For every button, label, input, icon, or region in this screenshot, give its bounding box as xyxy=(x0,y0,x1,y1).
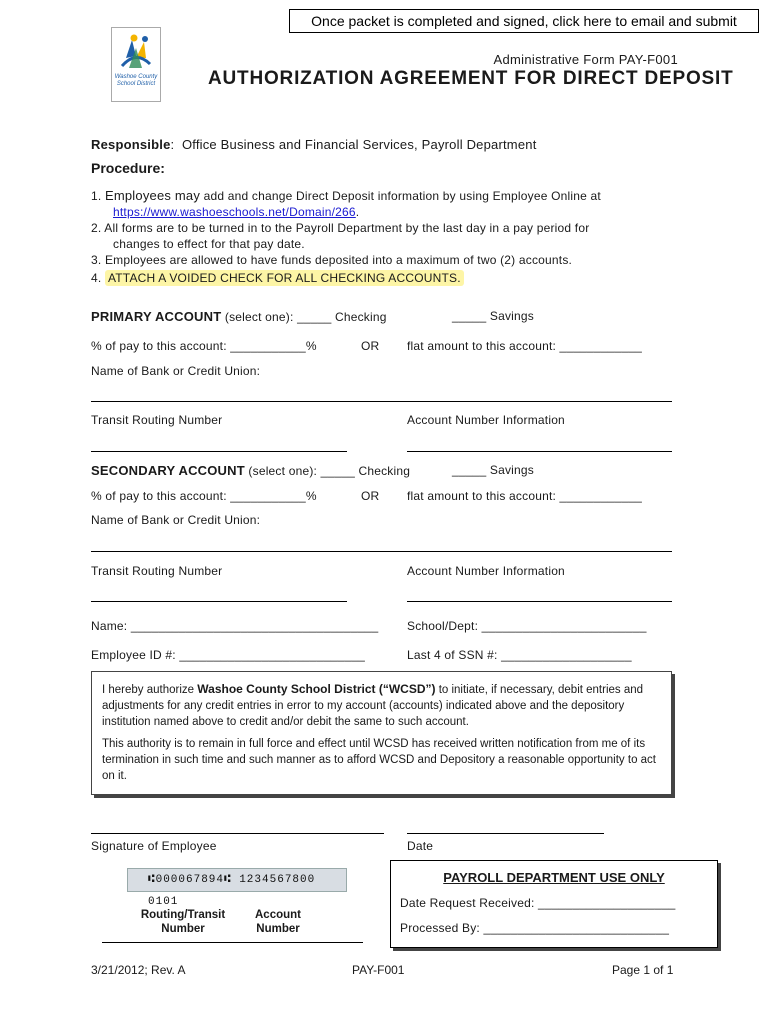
check-sample-divider xyxy=(102,942,363,943)
authorization-box xyxy=(91,671,672,795)
secondary-routing-line[interactable] xyxy=(91,601,347,602)
secondary-flat-field[interactable]: flat amount to this account: ____________ xyxy=(407,489,643,503)
primary-savings-option[interactable]: _____ Savings xyxy=(452,309,534,323)
payroll-use-box xyxy=(390,860,718,948)
auth-text: I hereby authorize xyxy=(102,684,198,696)
item-number: 3. xyxy=(91,253,102,267)
procedure-item-1-link-line xyxy=(91,204,681,220)
voided-check-highlight: ATTACH A VOIDED CHECK FOR ALL CHECKING ACCOUNTS. xyxy=(105,270,464,286)
secondary-account-label-info: Account Number Information xyxy=(407,564,565,578)
item-number: 1. xyxy=(91,189,102,203)
processed-by-field[interactable]: Processed By: ___________________________ xyxy=(400,921,670,935)
secondary-savings-option[interactable]: _____ Savings xyxy=(452,463,534,477)
name-field[interactable]: Name: ____________________________________ xyxy=(91,619,379,633)
signature-line[interactable] xyxy=(91,833,384,834)
secondary-bank-label: Name of Bank or Credit Union: xyxy=(91,513,261,527)
form-number: Administrative Form PAY-F001 xyxy=(493,52,678,67)
auth-text: to initiate, if necessary, debit entries and adjustments for any credit entries in error to my account (accounts) indicated above and the depository institution named above to credit and/or debit the same to such account. xyxy=(102,684,644,728)
date-label: Date xyxy=(407,839,434,853)
primary-flat-field[interactable]: flat amount to this account: ____________ xyxy=(407,339,643,353)
logo-text-line1: Washoe County xyxy=(114,74,158,80)
secondary-or: OR xyxy=(361,489,380,503)
item-text: Employees are allowed to have funds deposited into a maximum of two (2) accounts. xyxy=(104,253,573,267)
primary-or: OR xyxy=(361,339,380,353)
email-submit-button[interactable]: Once packet is completed and signed, click here to email and submit xyxy=(289,9,759,33)
item-number: 2. xyxy=(91,221,102,235)
account-caption: Account Number xyxy=(255,909,301,935)
primary-checking-option[interactable]: (select one): _____ Checking xyxy=(224,310,387,324)
item-text: All forms are to be turned in to the Payroll Department by the last day in a pay period for xyxy=(104,221,590,235)
procedure-item-4 xyxy=(91,270,681,286)
secondary-account-line xyxy=(91,463,410,478)
procedure-heading: Procedure: xyxy=(91,160,165,176)
procedure-item-2 xyxy=(91,220,681,236)
primary-account-line-field[interactable] xyxy=(407,451,672,452)
primary-pct-field[interactable]: % of pay to this account: ___________% xyxy=(91,339,317,353)
primary-bank-line[interactable] xyxy=(91,401,672,402)
authorization-paragraph-1 xyxy=(102,681,661,730)
employee-online-link[interactable]: https://www.washoeschools.net/Domain/266 xyxy=(113,205,356,219)
authorization-paragraph-2: This authority is to remain in full force and effect until WCSD has received written notification from me of its termination in such time and such manner as to afford WCSD and Depository a reasonable opportunity to act on it. xyxy=(102,738,656,782)
date-request-received-field[interactable]: Date Request Received: ____________________ xyxy=(400,896,676,910)
responsible-value: Office Business and Financial Services, Payroll Department xyxy=(181,137,537,152)
check-micr-sample: ⑆000067894⑆ 1234567800 0101 xyxy=(127,868,347,892)
secondary-checking-option[interactable]: (select one): _____ Checking xyxy=(248,464,411,478)
secondary-account-line-field[interactable] xyxy=(407,601,672,602)
school-dept-field[interactable]: School/Dept: ________________________ xyxy=(407,619,647,633)
payroll-box-heading: PAYROLL DEPARTMENT USE ONLY xyxy=(443,870,665,885)
procedure-item-3 xyxy=(91,252,681,268)
secondary-pct-field[interactable]: % of pay to this account: ___________% xyxy=(91,489,317,503)
footer-page-number: Page 1 of 1 xyxy=(612,963,674,977)
page-title: AUTHORIZATION AGREEMENT FOR DIRECT DEPOSIT xyxy=(208,68,734,89)
primary-account-label: PRIMARY ACCOUNT xyxy=(91,309,222,324)
item-text: add and change Direct Deposit information by using Employee Online at xyxy=(200,189,601,203)
wcsd-logo xyxy=(111,27,161,102)
ssn-last4-field[interactable]: Last 4 of SSN #: ___________________ xyxy=(407,648,632,662)
primary-routing-label: Transit Routing Number xyxy=(91,413,223,427)
procedure-list xyxy=(91,188,681,286)
primary-bank-label: Name of Bank or Credit Union: xyxy=(91,364,261,378)
primary-account-label-info: Account Number Information xyxy=(407,413,565,427)
logo-figures-icon xyxy=(112,28,160,101)
secondary-routing-label: Transit Routing Number xyxy=(91,564,223,578)
item-number: 4. xyxy=(91,271,102,285)
procedure-item-1 xyxy=(91,188,681,204)
date-line[interactable] xyxy=(407,833,604,834)
auth-district-name: Washoe County School District (“WCSD”) xyxy=(197,682,436,696)
employee-id-field[interactable]: Employee ID #: ___________________________ xyxy=(91,648,365,662)
item-punct: . xyxy=(355,205,360,219)
procedure-item-2-cont: changes to effect for that pay date. xyxy=(113,237,305,251)
primary-routing-line[interactable] xyxy=(91,451,347,452)
item-lead: Employees may xyxy=(104,188,201,203)
secondary-bank-line[interactable] xyxy=(91,551,672,552)
responsible-label: Responsible xyxy=(91,137,171,152)
primary-account-line xyxy=(91,309,387,324)
footer-date: 3/21/2012; Rev. A xyxy=(91,963,186,977)
secondary-account-label: SECONDARY ACCOUNT xyxy=(91,463,245,478)
routing-caption: Routing/Transit Number xyxy=(140,909,226,935)
signature-label: Signature of Employee xyxy=(91,839,217,853)
logo-text-line2: School District xyxy=(116,81,156,87)
footer-form-code: PAY-F001 xyxy=(352,963,405,977)
responsible-line: Responsible: Office Business and Financial Services, Payroll Department xyxy=(91,137,537,152)
